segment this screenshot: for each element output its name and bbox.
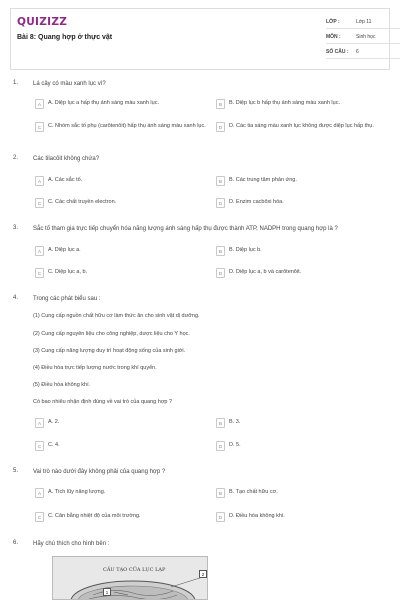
statement: (2) Cung cấp nguyên liệu cho công nghiệp, dược liệu cho Y học. — [33, 331, 190, 337]
option-text: A. Tích lũy năng lượng. — [48, 489, 106, 495]
figure-label-2: 2 — [199, 570, 207, 578]
statement: (4) Điều hòa trực tiếp lượng nước trong khí quyển. — [33, 365, 157, 371]
meta-row-subject — [326, 31, 400, 44]
option-letter: B — [216, 246, 225, 256]
option-letter: A — [35, 176, 44, 186]
option-text: D. 5. — [229, 442, 241, 448]
subquestion: Có bao nhiêu nhận định đúng về vai trò của quang hợp ? — [33, 399, 173, 405]
option-text: C. Nhóm sắc tố phụ (carôtenôit) hấp thụ ánh sáng màu xanh lục. — [48, 123, 206, 129]
option-text: B. Các trung tâm phản ứng. — [229, 177, 297, 183]
option-letter: A — [35, 246, 44, 256]
option-text: A. 2. — [48, 419, 60, 425]
option-text: B. Diệp lục b. — [229, 247, 262, 253]
option-letter: D — [216, 198, 225, 208]
option-letter: C — [35, 198, 44, 208]
option-text: D. Điều hòa không khí. — [229, 513, 285, 519]
question-number: 4. — [13, 295, 19, 301]
option-text: C. 4. — [48, 442, 60, 448]
meta-value: 6 — [356, 49, 359, 55]
option-letter: D — [216, 441, 225, 451]
meta-row-class — [326, 16, 400, 29]
question-text: Sắc tố tham gia trực tiếp chuyển hóa năng lượng ánh sáng hấp thụ được thành ATP, NADPH trong quang hợp là ? — [33, 226, 338, 232]
option-letter: B — [216, 418, 225, 428]
option-text: A. Các sắc tố. — [48, 177, 83, 183]
question-text: Vai trò nào dưới đây không phải của quang hợp ? — [33, 469, 166, 475]
option-letter: A — [35, 99, 44, 109]
chloroplast-drawing — [53, 557, 208, 600]
option-text: B. Tạo chất hữu cơ. — [229, 489, 278, 495]
option-letter: C — [35, 441, 44, 451]
meta-key: LỚP : — [326, 19, 340, 25]
option-letter: A — [35, 488, 44, 498]
question-number: 5. — [13, 468, 19, 474]
statement: (3) Cung cấp năng lượng duy trì hoạt động sống của sinh giới. — [33, 348, 186, 354]
option-letter: B — [216, 99, 225, 109]
option-text: B. 3. — [229, 419, 241, 425]
option-letter: D — [216, 122, 225, 132]
question-text: Hãy chú thích cho hình bên : — [33, 541, 110, 547]
question-number: 6. — [13, 540, 19, 546]
meta-value: Sinh học — [356, 34, 376, 40]
worksheet-header — [10, 8, 390, 70]
option-letter: C — [35, 122, 44, 132]
meta-key: SỐ CÂU : — [326, 49, 349, 55]
option-text: C. Các chất truyền electron. — [48, 199, 117, 205]
option-text: D. Diệp lục a, b và carôtenôit. — [229, 269, 302, 275]
question-number: 1. — [13, 80, 19, 86]
meta-panel — [326, 9, 391, 70]
meta-key: MÔN : — [326, 34, 341, 40]
meta-value: Lớp 11 — [356, 19, 372, 25]
option-letter: D — [216, 512, 225, 522]
question-text: Lá cây có màu xanh lục vì? — [33, 81, 106, 87]
statement: (5) Điều hòa không khí. — [33, 382, 91, 388]
option-letter: C — [35, 512, 44, 522]
option-text: D. Enzim cacbôxi hóa. — [229, 199, 284, 205]
option-text: C. Cân bằng nhiệt độ của môi trường. — [48, 513, 141, 519]
quizizz-logo: QUIZIZZ — [17, 16, 68, 28]
question-number: 3. — [13, 225, 19, 231]
option-letter: D — [216, 268, 225, 278]
chloroplast-figure — [52, 556, 208, 600]
option-letter: C — [35, 268, 44, 278]
option-letter: A — [35, 418, 44, 428]
worksheet-title: Bài 8: Quang hợp ở thực vật — [17, 34, 113, 41]
option-letter: B — [216, 176, 225, 186]
figure-caption: CẤU TẠO CỦA LỤC LẠP — [103, 567, 166, 573]
figure-label-1: 1 — [103, 588, 111, 596]
option-text: A. Diệp lục a. — [48, 247, 81, 253]
meta-row-count — [326, 46, 400, 59]
option-text: A. Diệp lục a hấp thụ ánh sáng màu xanh lục. — [48, 100, 159, 106]
question-text: Trong các phát biểu sau : — [33, 296, 101, 302]
question-number: 2. — [13, 155, 19, 161]
statement: (1) Cung cấp nguồn chất hữu cơ làm thức ăn cho sinh vật dị dưỡng. — [33, 313, 200, 319]
option-text: B. Diệp lục b hấp thụ ánh sáng màu xanh lục. — [229, 100, 340, 106]
option-text: D. Các tia sáng màu xanh lục không được diệp lục hấp thụ. — [229, 123, 374, 129]
option-letter: B — [216, 488, 225, 498]
question-text: Các tilacôit không chứa? — [33, 156, 100, 162]
option-text: C. Diệp lục a, b. — [48, 269, 88, 275]
